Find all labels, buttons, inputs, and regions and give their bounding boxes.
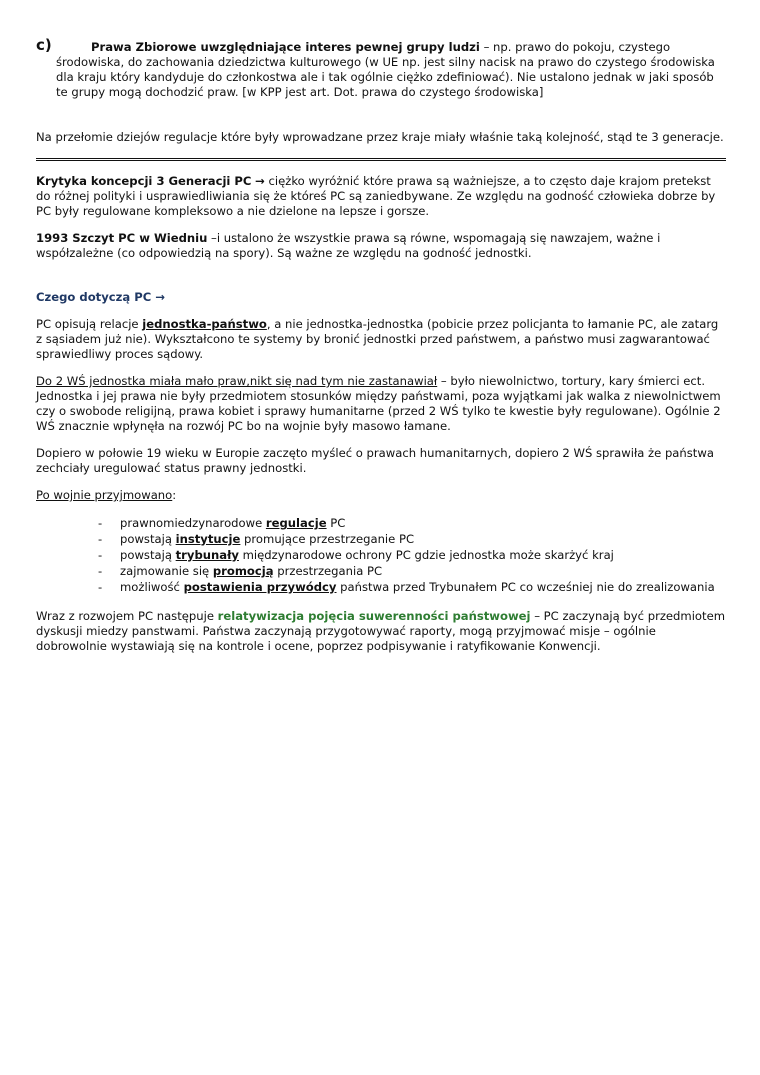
ww2-underlined: Do 2 WŚ jednostka miała mało praw,nikt się nad tym nie zastanawiał bbox=[36, 374, 438, 388]
vienna-title: 1993 Szczyt PC w Wiedniu bbox=[36, 231, 208, 245]
postwar-colon: : bbox=[172, 488, 177, 502]
list-item bbox=[36, 532, 726, 547]
relation-term: jednostka-państwo bbox=[142, 317, 267, 331]
ww2-paragraph bbox=[36, 374, 726, 434]
document-body bbox=[36, 36, 726, 654]
postwar-list bbox=[36, 516, 726, 595]
generations-note: Na przełomie dziejów regulacje które były wprowadzane przez kraje miały właśnie taką kolejność, stąd te 3 generacje. bbox=[36, 130, 724, 144]
section-c bbox=[36, 36, 726, 100]
section-c-letter: c) bbox=[36, 36, 52, 54]
section-c-text: – np. prawo do pokoju, czystego środowiska, do zachowania dziedzictwa kulturowego (w UE np. jest silny nacisk na prawo do czystego środowiska dla kraju który kandyduje do członkostwa ale i tak ogólnie ciężko zdefiniować). Nie ustalono jednak w jaki sposób te grupy mogą dochodzić praw. [w KPP jest art. Dot. prawa do czystego środowiska] bbox=[56, 40, 715, 99]
scope-heading bbox=[36, 290, 726, 305]
arrow-right-icon: → bbox=[255, 174, 265, 188]
postwar-heading-text: Po wojnie przyjmowano bbox=[36, 488, 173, 502]
item-term: trybunały bbox=[175, 548, 239, 562]
item-post: międzynarodowe ochrony PC gdzie jednostka może skarżyć kraj bbox=[238, 548, 614, 562]
relation-paragraph bbox=[36, 317, 726, 362]
item-pre: prawnomiedzynarodowe bbox=[120, 516, 266, 530]
item-pre: zajmowanie się bbox=[120, 564, 213, 578]
item-post: państwa przed Trybunałem PC co wcześniej nie do zrealizowania bbox=[336, 580, 715, 594]
item-term: instytucje bbox=[175, 532, 241, 546]
item-post: przestrzegania PC bbox=[273, 564, 383, 578]
vienna-text: –i ustalono że wszystkie prawa są równe, wspomagają się nawzajem, ważne i współzależne (co odpowiedzią na spory). Są ważne ze względu na godność jednostki. bbox=[36, 231, 661, 260]
dash-bullet: - bbox=[98, 532, 103, 546]
section-c-title: Prawa Zbiorowe uwzględniające interes pewnej grupy ludzi bbox=[91, 40, 480, 54]
dash-bullet: - bbox=[98, 580, 103, 594]
list-item bbox=[36, 564, 726, 579]
relation-pre: PC opisują relacje bbox=[36, 317, 143, 331]
critique-paragraph bbox=[36, 174, 726, 219]
list-item bbox=[36, 548, 726, 563]
sovereignty-pre: Wraz z rozwojem PC następuje bbox=[36, 609, 218, 623]
dash-bullet: - bbox=[98, 516, 103, 530]
item-post: PC bbox=[326, 516, 346, 530]
sovereignty-term: relatywizacja pojęcia suwerenności państwowej bbox=[217, 609, 531, 623]
dash-bullet: - bbox=[98, 564, 103, 578]
critique-text: ciężko wyróżnić które prawa są ważniejsze, a to często daje krajom pretekst do różnej polityki i usprawiedliwiania się że któreś PC są zaniedbywane. Ze względu na godność człowieka dobrze by PC były regulowane kompleksowo a nie dzielone na lepsze i gorsze. bbox=[36, 174, 716, 218]
item-term: promocją bbox=[212, 564, 274, 578]
item-pre: powstają bbox=[120, 532, 176, 546]
ww2-text: – było niewolnictwo, tortury, kary śmierci ect. Jednostka i jej prawa nie były przedmiotem stosunków między państwami, poza wyjątkami jak walka z niewolnictwem czy o swobode religijną, prawa kobiet i sprawy humanitarne (przed 2 WŚ tylko te kwestie były regulowane). Ogólnie 2 WŚ znacznie wpłynęła na rozwój PC bo na wojnie były masowo łamane. bbox=[36, 374, 721, 433]
nineteenth-paragraph: Dopiero w połowie 19 wieku w Europie zaczęto myśleć o prawach humanitarnych, dopiero 2 WŚ sprawiła że państwa zechciały uregulować status prawny jednostki. bbox=[36, 446, 714, 475]
item-pre: powstają bbox=[120, 548, 176, 562]
item-term: postawienia przywódcy bbox=[183, 580, 337, 594]
postwar-heading bbox=[36, 488, 726, 503]
sovereignty-paragraph bbox=[36, 609, 726, 654]
list-item bbox=[36, 516, 726, 531]
item-post: promujące przestrzeganie PC bbox=[240, 532, 415, 546]
section-divider bbox=[36, 158, 726, 161]
arrow-right-icon: → bbox=[155, 290, 166, 304]
section-c-paragraph bbox=[56, 40, 726, 100]
critique-title: Krytyka koncepcji 3 Generacji PC bbox=[36, 174, 252, 188]
vienna-paragraph bbox=[36, 231, 726, 261]
list-item bbox=[36, 580, 726, 595]
relation-post: , a nie jednostka-jednostka (pobicie przez policjanta to łamanie PC, ale zatarg z sąsiadem już nie). Wykształcono te systemy by bronić jednostki przed państwem, a państwo musi zagwarantować sprawiedliwy proces sądowy. bbox=[36, 317, 719, 361]
item-pre: możliwość bbox=[120, 580, 184, 594]
item-term: regulacje bbox=[265, 516, 327, 530]
sovereignty-post: – PC zaczynają być przedmiotem dyskusji miedzy panstwami. Państwa zaczynają przygotowywać raporty, mogą przyjmować misje – ogólnie dobrowolnie wystawiają się na kontrole i ocene, poprzez podpisywanie i ratyfikowanie Konwencji. bbox=[36, 609, 725, 653]
scope-heading-text: Czego dotyczą PC bbox=[36, 290, 152, 304]
dash-bullet: - bbox=[98, 548, 103, 562]
